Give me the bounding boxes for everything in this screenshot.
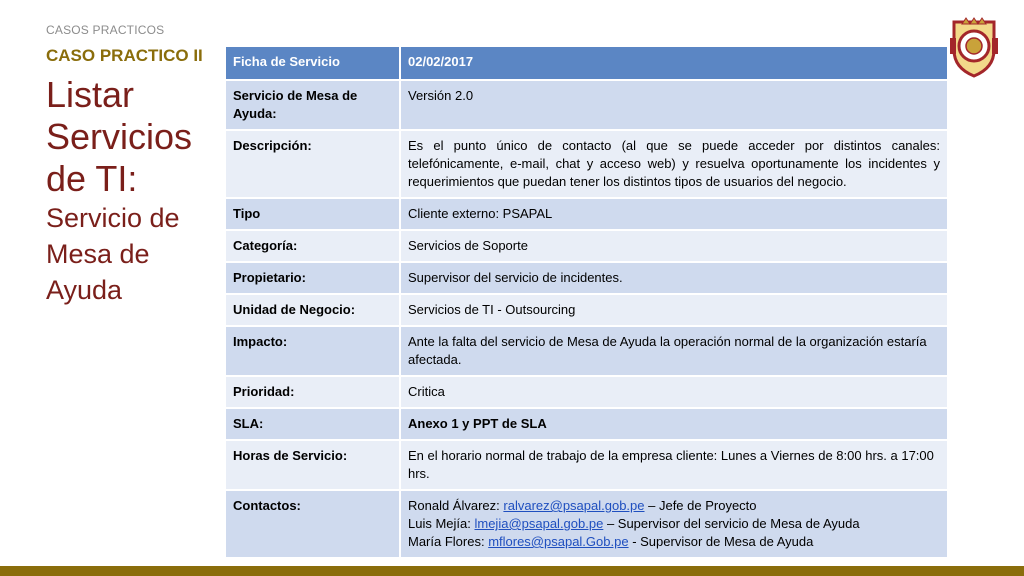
page-title <box>46 74 216 308</box>
contact-name: Ronald Álvarez: <box>408 498 504 513</box>
contact-line <box>408 533 940 551</box>
contact-email-link[interactable]: mflores@psapal.Gob.pe <box>488 534 629 549</box>
table-row <box>226 294 948 326</box>
contact-name: María Flores: <box>408 534 489 549</box>
contacts-row <box>226 490 948 558</box>
header-key-cell: Ficha de Servicio <box>226 47 400 80</box>
contacts-value <box>400 490 948 558</box>
row-key: Descripción: <box>226 130 400 198</box>
row-key: Propietario: <box>226 262 400 294</box>
row-value: Versión 2.0 <box>400 80 948 130</box>
row-key: Unidad de Negocio: <box>226 294 400 326</box>
university-crest-icon <box>948 16 1000 78</box>
header-date-cell: 02/02/2017 <box>400 47 948 80</box>
contacts-key: Contactos: <box>226 490 400 558</box>
row-value: Servicios de TI - Outsourcing <box>400 294 948 326</box>
table-row <box>226 440 948 490</box>
contact-email-link[interactable]: ralvarez@psapal.gob.pe <box>503 498 645 513</box>
row-value: Servicios de Soporte <box>400 230 948 262</box>
row-key: Servicio de Mesa de Ayuda: <box>226 80 400 130</box>
row-key: SLA: <box>226 408 400 440</box>
contact-line <box>408 497 940 515</box>
row-key: Horas de Servicio: <box>226 440 400 490</box>
breadcrumb: CASOS PRACTICOS <box>46 23 165 37</box>
row-value: Critica <box>400 376 948 408</box>
row-value: Es el punto único de contacto (al que se puede acceder por distintos canales: telefónicamente, e-mail, chat y acceso web) y resuelva oportunamente los incidentes y requerimientos que puedan tener los distintos tipos de usuarios del negocio. <box>400 130 948 198</box>
row-key: Impacto: <box>226 326 400 376</box>
contact-role: – Jefe de Proyecto <box>644 498 757 513</box>
table-row <box>226 326 948 376</box>
table-row <box>226 230 948 262</box>
table-header-row <box>226 47 948 80</box>
footer-bar <box>0 566 1024 576</box>
table-row <box>226 198 948 230</box>
service-sheet-table <box>226 47 949 559</box>
page-title-sub: Servicio de Mesa de Ayuda <box>46 203 180 305</box>
contact-name: Luis Mejía: <box>408 516 475 531</box>
table-row <box>226 130 948 198</box>
table-row <box>226 376 948 408</box>
row-key: Categoría: <box>226 230 400 262</box>
row-value: En el horario normal de trabajo de la empresa cliente: Lunes a Viernes de 8:00 hrs. a 17:00 hrs. <box>400 440 948 490</box>
row-key: Tipo <box>226 198 400 230</box>
contact-email-link[interactable]: lmejia@psapal.gob.pe <box>474 516 604 531</box>
contact-line <box>408 515 940 533</box>
row-key: Prioridad: <box>226 376 400 408</box>
row-value: Anexo 1 y PPT de SLA <box>400 408 948 440</box>
table-row <box>226 262 948 294</box>
contact-role: – Supervisor del servicio de Mesa de Ayuda <box>603 516 860 531</box>
row-value: Cliente externo: PSAPAL <box>400 198 948 230</box>
table-row <box>226 80 948 130</box>
row-value: Supervisor del servicio de incidentes. <box>400 262 948 294</box>
row-value: Ante la falta del servicio de Mesa de Ayuda la operación normal de la organización estaría afectada. <box>400 326 948 376</box>
section-subtitle: CASO PRACTICO II <box>46 46 203 65</box>
page-title-main: Listar Servicios de TI: <box>46 74 193 199</box>
contact-role: - Supervisor de Mesa de Ayuda <box>628 534 814 549</box>
table-row <box>226 408 948 440</box>
